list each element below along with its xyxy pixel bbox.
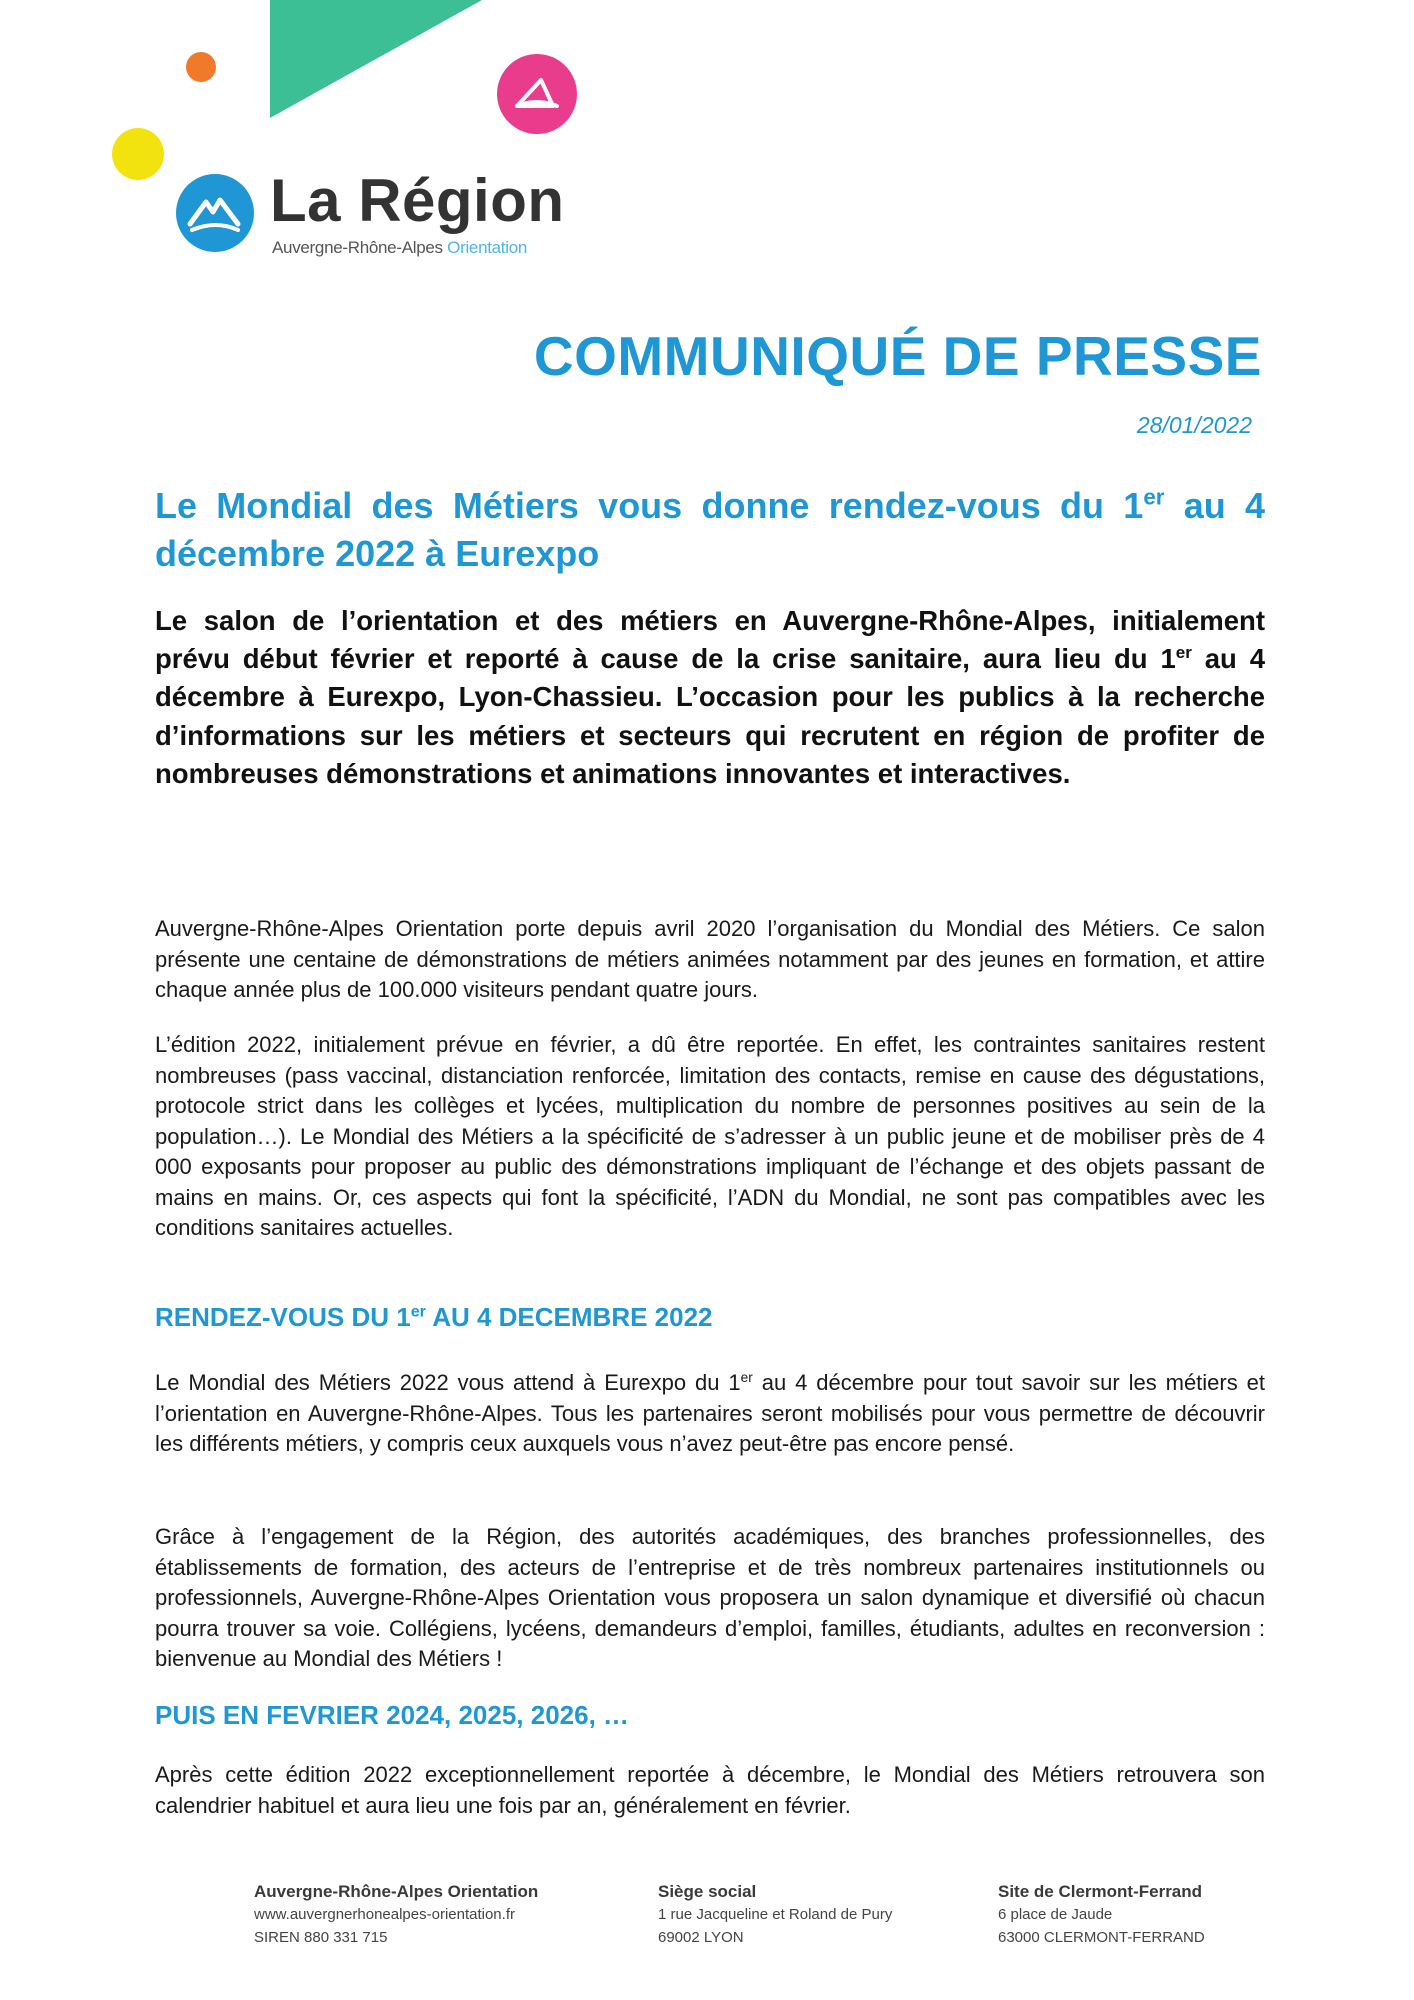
footer-website[interactable]: www.auvergnerhonealpes-orientation.fr bbox=[254, 1906, 515, 1923]
footer-head-office-city: 69002 LYON bbox=[658, 1929, 744, 1946]
body-paragraph: Auvergne-Rhône-Alpes Orientation porte depuis avril 2020 l’organisation du Mondial des Métiers. Ce salon présente une centaine de démonstrations de métiers animées notamment par des jeunes en formation, et attire chaque année plus de 100.000 visiteurs pendant quatre jours. bbox=[155, 916, 1265, 1002]
section-heading: PUIS EN FEVRIER 2024, 2025, 2026, … bbox=[155, 1700, 630, 1730]
footer-clermont-site-title: Site de Clermont-Ferrand bbox=[998, 1882, 1203, 1901]
yellow-dot-decoration bbox=[112, 128, 164, 180]
lead-text-start: Le salon de l’orientation et des métiers en Auvergne-Rhône-Alpes, initialement prévu début février et reporté à cause de la crise sanitaire, aura lieu du 1 bbox=[155, 605, 1265, 675]
logo-subtitle-orientation: Orientation bbox=[447, 238, 528, 257]
footer-head-office-title: Siège social bbox=[658, 1882, 757, 1901]
lead-text-end: au 4 décembre à Eurexpo, Lyon-Chassieu. L’occasion pour les publics à la recherche d’informations sur les métiers et secteurs qui recrutent en région de profiter de nombreuses démonstrations et animations innovantes et interactives. bbox=[155, 643, 1266, 789]
footer-organization-title: Auvergne-Rhône-Alpes Orientation bbox=[254, 1882, 539, 1901]
logo-subtitle-region: Auvergne-Rhône-Alpes bbox=[272, 238, 443, 257]
body-paragraph: L’édition 2022, initialement prévue en février, a dû être reportée. En effet, les contraintes sanitaires restent nombreuses (pass vaccinal, distanciation renforcée, limitation des contacts, remise en cause des dégustations, protocole strict dans les collèges et lycées, multiplication du nombre de personnes positives au sein de la population…). Le Mondial des Métiers a la spécificité de s’adresser à un public jeune et de mobiliser près de 4 000 exposants pour proposer au public des démonstrations impliquant de l’échange et des objets passant de mains en mains. Or, ces aspects qui font la spécificité, l’ADN du Mondial, ne sont pas compatibles avec les conditions sanitaires actuelles. bbox=[155, 1032, 1265, 1240]
pink-mountain-circle-decoration bbox=[497, 54, 577, 134]
section-heading-text-end: AU 4 DECEMBRE 2022 bbox=[425, 1302, 713, 1332]
section-heading-superscript: er bbox=[410, 1302, 426, 1321]
section-heading-text-start: RENDEZ-VOUS DU 1 bbox=[155, 1302, 411, 1332]
lead-superscript: er bbox=[1175, 642, 1192, 662]
logo-subtitle bbox=[272, 238, 527, 258]
footer-siren: SIREN 880 331 715 bbox=[254, 1929, 388, 1946]
headline bbox=[155, 482, 1265, 578]
headline-superscript: er bbox=[1143, 484, 1165, 510]
region-mountain-logo-icon bbox=[176, 174, 254, 252]
logo-title: La Région bbox=[270, 167, 565, 234]
section-heading bbox=[155, 1302, 1265, 1333]
teal-triangle-decoration bbox=[270, 0, 500, 118]
document-date: 28/01/2022 bbox=[1136, 412, 1252, 438]
headline-text-end: au 4 décembre 2022 à Eurexpo bbox=[155, 485, 1265, 574]
headline-text-start: Le Mondial des Métiers vous donne rendez-vous du 1 bbox=[155, 485, 1144, 526]
body-paragraph bbox=[155, 1368, 1265, 1460]
lead-paragraph bbox=[155, 602, 1265, 793]
footer-clermont-site-city: 63000 CLERMONT-FERRAND bbox=[998, 1929, 1205, 1946]
footer-head-office bbox=[658, 1880, 892, 1949]
footer-head-office-street: 1 rue Jacqueline et Roland de Pury bbox=[658, 1906, 893, 1923]
document-type-title: COMMUNIQUÉ DE PRESSE bbox=[533, 325, 1262, 387]
body-paragraph: Après cette édition 2022 exceptionnellement reportée à décembre, le Mondial des Métiers retrouvera son calendrier habituel et aura lieu une fois par an, généralement en février. bbox=[155, 1762, 1265, 1818]
footer-organization bbox=[254, 1880, 538, 1949]
body-paragraph: Grâce à l’engagement de la Région, des autorités académiques, des branches professionnelles, des établissements de formation, des acteurs de l’entreprise et de très nombreux partenaires institutionnels ou professionnels, Auvergne-Rhône-Alpes Orientation vous proposera un salon dynamique et diversifié où chacun pourra trouver sa voie. Collégiens, lycéens, demandeurs d’emploi, familles, étudiants, adultes en reconversion : bienvenue au Mondial des Métiers ! bbox=[155, 1524, 1265, 1671]
footer-clermont-site bbox=[998, 1880, 1205, 1949]
orange-dot-decoration bbox=[186, 52, 216, 82]
footer-clermont-site-street: 6 place de Jaude bbox=[998, 1906, 1113, 1923]
paragraph-text-start: Le Mondial des Métiers 2022 vous attend à Eurexpo du 1 bbox=[155, 1370, 741, 1395]
paragraph-text-end: au 4 décembre pour tout savoir sur les métiers et l’orientation en Auvergne-Rhône-Alpes. Tous les partenaires seront mobilisés pour vous permettre de découvrir les différents métiers, y compris ceux auxquels vous n’avez peut-être pas encore pensé. bbox=[155, 1370, 1265, 1456]
paragraph-superscript: er bbox=[740, 1369, 753, 1385]
